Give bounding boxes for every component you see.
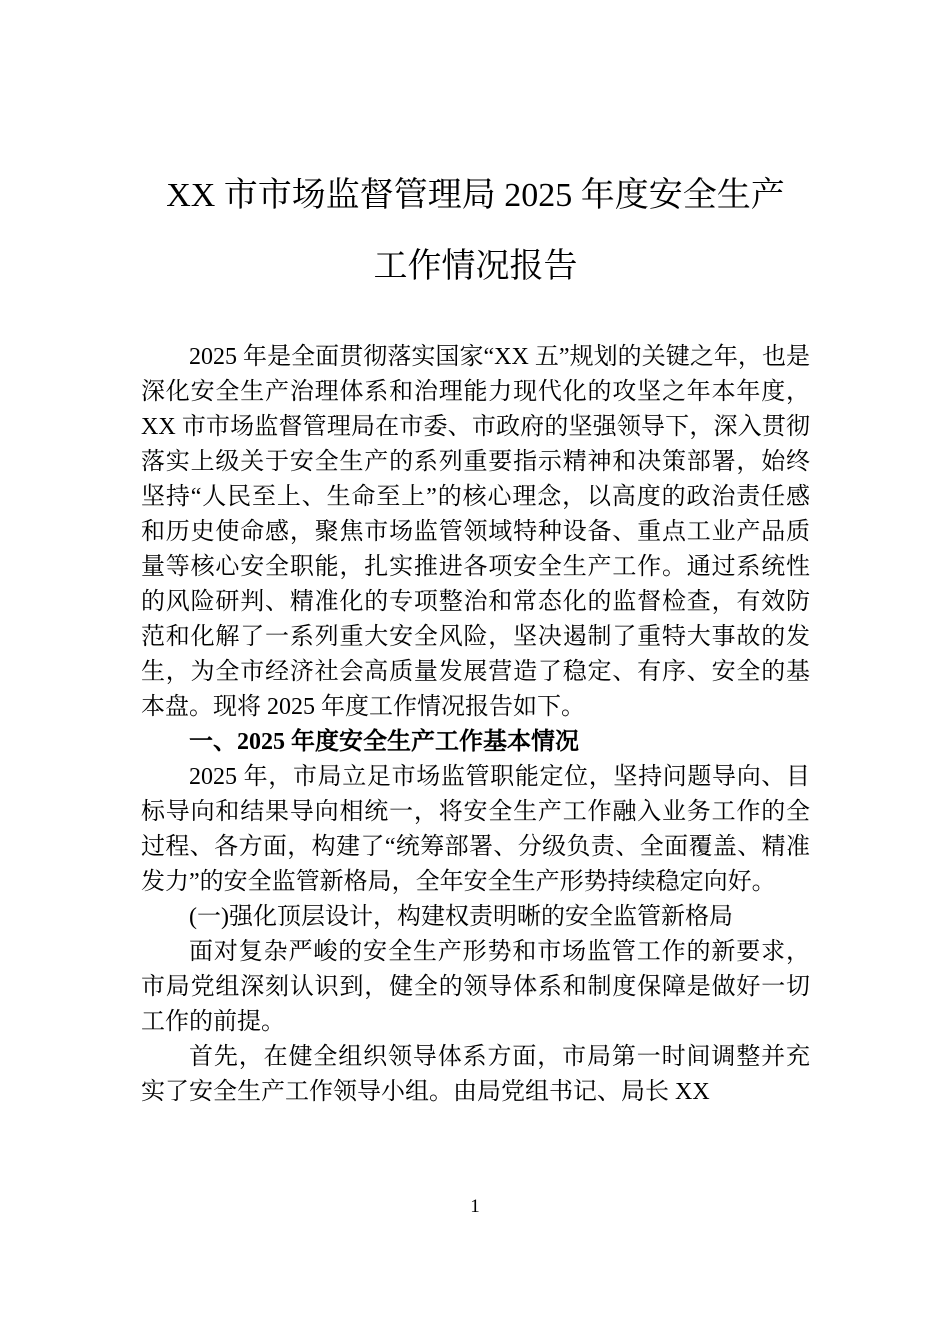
paragraph-section-1-intro: 2025 年，市局立足市场监管职能定位，坚持问题导向、目标导向和结果导向相统一，将安全生产工作融入业务工作的全过程、各方面，构建了“统筹部署、分级负责、全面覆盖、精准发力”的安全监管新格局，全年安全生产形势持续稳定向好。 [141,764,810,895]
paragraph-overview: 2025 年是全面贯彻落实国家“XX 五”规划的关键之年，也是深化安全生产治理体系和治理能力现代化的攻坚之年本年度，XX 市市场监督管理局在市委、市政府的坚强领导下，深入贯彻落实上级关于安全生产的系列重要指示精神和决策部署，始终坚持“人民至上、生命至上”的核心理念，以高度的政治责任感和历史使命感，聚焦市场监管领域特种设备、重点工业产品质量等核心安全职能，扎实推进各项安全生产工作。通过系统性的风险研判、精准化的专项整治和常态化的监督检查，有效防范和化解了一系列重大安全风险，坚决遏制了重特大事故的发生，为全市经济社会高质量发展营造了稳定、有序、安全的基本盘。现将 2025 年度工作情况报告如下。 [141,344,810,720]
paragraph-subsection-1-body-1: 面对复杂严峻的安全生产形势和市场监管工作的新要求，市局党组深刻认识到，健全的领导体系和制度保障是做好一切工作的前提。 [141,939,810,1035]
paragraph-subsection-1-body-2: 首先，在健全组织领导体系方面，市局第一时间调整并充实了安全生产工作领导小组。由局党组书记、局长 XX [141,1044,810,1105]
document-title-line-1: XX 市市场监督管理局 2025 年度安全生产 [166,177,785,214]
page-number: 1 [470,1196,480,1217]
section-1-heading: 一、2025 年度安全生产工作基本情况 [189,729,579,755]
document-body [141,340,810,1110]
page-footer [0,1196,950,1218]
document-title [141,160,810,302]
subsection-1-heading: (一)强化顶层设计，构建权责明晰的安全监管新格局 [189,904,733,930]
document-title-line-2: 工作情况报告 [373,248,578,285]
